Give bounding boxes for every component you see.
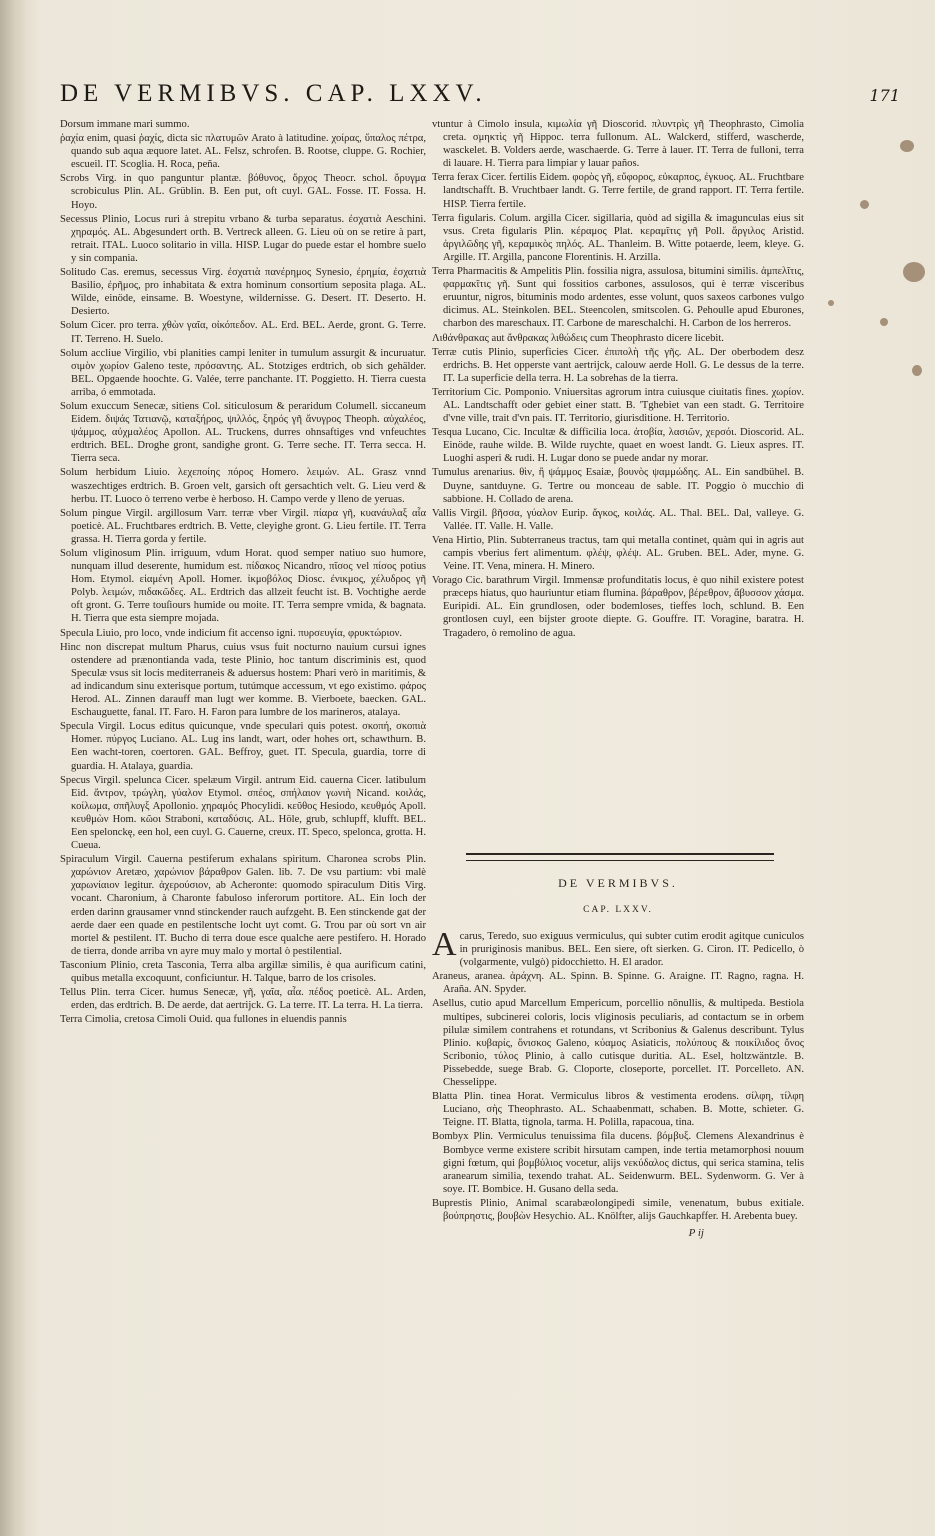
foxing-stain [912,365,922,376]
dictionary-entry: Tasconium Plinio, creta Tasconia, Terra alba argillæ similis, è qua aurificum catini, quibus metalla excoquunt, conficiuntur. H. Talque, barro de los crisoles. [60,959,426,984]
dictionary-entry: Tesqua Lucano, Cic. Incultæ & difficilia loca. ἀτοβία, λασιῶν, χερσόι. Dioscorid. AL. Einöde, rauhe wilde. B. Wilde ruychte, quaet en woest landt. G. Lieux aspres. IT. Luoghi asperi & rudi. H. Lugar dono se puede andar ny morar. [432,427,804,465]
drop-cap: A [432,926,457,963]
dictionary-entry: Specus Virgil. spelunca Cicer. spelæum Virgil. antrum Eid. cauerna Cicer. latibulum Eid. ἄντρον, τρώγλη, γύαλον Etymol. σπέος, σπήλαιον γωνιὴ Nicand. κοιλάς, κοίλωμα, σπῆλυγξ Apollonio. χηραμός Phocylidi. κεῦθος Hesiodo, κευθμός Apoll. κευθμὼν Hom. κῶοι Straboni, καταδύσις. AL. Höle, grub, schlupff, klufft. BEL. Een spelonckę, een hol, een cuyl. G. Cauerne, creux. IT. Speco, spelonca, grotta. H. Cueua. [60,774,426,852]
signature-mark: P ij [688,1227,704,1240]
dictionary-entry: Λιθάνθρακας aut ἄνθρακας λιθώδεις cum Theophrasto dicere licebit. [432,332,724,344]
dictionary-entry: Secessus Plinio, Locus ruri à strepitu vrbano & turba separatus. ἐσχατιὰ Aeschini. χηραμός. AL. Abgesundert orth. B. Vertreck alleen. G. Lieu où on se retire à part, retrait. ITAL. Luoco solitario in villa. HISP. Lugar do puede estar el hombre suelo y sin compania. [60,213,426,264]
dictionary-entry: Specula Liuio, pro loco, vnde indicium fit accenso igni. πυρσευγία, φρυκτώριον. [60,627,403,639]
dictionary-entry: Solum vliginosum Plin. irriguum, vdum Horat. quod semper natiuo suo humore, nunquam illud deserente, humidum est. πίδακος Nicandro, πῖσος vel πίσος potius Hom. Etymol. εἱαμένη Apoll. Homer. ἰκμοβόλος Diosc. ἐνικμος, χέλυδρος γῆ Polyb. λειμών, πιδακῶδες. AL. Erdtrich das allzeit feucht ist. B. Vochtighe aerde oft gront. G. Terre touſiours humide ou moite. IT. Terra sempre vmida, & bagnata. H. Tierra que esta siempre mojada. [60,548,426,625]
binding-gutter [0,0,26,1536]
running-title: DE VERMIBVS. CAP. LXXV. [60,80,487,107]
dictionary-entry: Vorago Cic. barathrum Virgil. Immensæ profunditatis locus, è quo nihil existere potest præceps hiatus, quo hauriuntur etiam flumina. βάραθρον, βέρεθρον, ἄβυσσον χάσμα. Euripidi. AL. Ein grundlosen, oder bodemloses, tieffes loch, schlund. B. Een grontlosen cuyl, een bijster groote diepte. G. Gouffre. IT. Voragine, baratra. H. Tragadero, ò remolino de agua. [432,575,804,639]
entry-text: carus, Teredo, suo exiguus vermiculus, qui subter cutim erodit agitque cuniculos in pruriginosis manibus. BEL. Een siere, oft sierken. G. Ciron. IT. Pedicello, ò (volgarmente, vulgò) pidocchietto. H. El arador. [459,931,804,969]
section-title: DE VERMIBVS. [558,876,678,890]
dictionary-entry: Tellus Plin. terra Cicer. humus Senecæ, γῆ, γαῖα, αἶα. πέδος poeticè. AL. Arden, erden, das erdtrich. B. De aerde, dat aertrijck. G. La terre. IT. La terra. H. La tierra. [60,987,426,1012]
left-column [60,118,426,1027]
dictionary-entry: Hinc non discrepat multum Pharus, cuius vsus fuit nocturno nauium cursui ignes ostendere ad prænontianda vada, teste Plinio, hoc tantum discriminis est, quod Speculæ vsus sit locis mediterraneis & aduersus hostem: Phari verò in maritimis, & ad indicandum sinu exterisque portum, tutúmque accessum, vt ego existimo. φάρος Herod. AL. Zinnen darauff man lugt wer komme. B. Vierboete, baecken. GAL. Eschauguette, fanal. IT. Faro. H. Faron para lumbre de los marineros, atalaya. [60,641,426,719]
dictionary-entry: Terra ferax Cicer. fertilis Eidem. φορὸς γῆ, εὔφορος, εὐκαρπος, ἐγκυος. AL. Fruchtbare landtschafft. B. Vruchtbaer landt. G. Terre fertile, de grand rapport. IT. Terra fertile. HISP. Tierra fertile. [432,172,804,210]
dictionary-entry: Tumulus arenarius. θὶν, ἢ ψάμμος Esaiæ, βουνὸς ψαμμώδης. AL. Ein sandbühel. B. Duyne, santduyne. G. Tertre ou monceau de sable. IT. Poggio ò mucchio di sabbione. H. Collado de arena. [432,467,804,505]
dictionary-entry: Bombyx Plin. Vermiculus tenuissima fila ducens. βόμβυξ. Clemens Alexandrinus è Bombyce verme existere scribit hirsutam campen, inde tertia metamorphosi nouum gigni fœtum, qui βομβύλιος vocetur, alijs νεκύδαλος dictus, qui serica stamina, telis aranearum similia, texendo trahat. AL. Seidenwurm. BEL. Sydenworm. G. Ver à soye. IT. Bombice. H. Gusano della seda. [432,1131,804,1195]
dictionary-entry: Buprestis Plinio, Animal scarabæolongipedi simile, venenatum, bubus exitiale. βούπρηστις, βουβὼν Hesychio. AL. Knölfter, alijs Gauchkapffer. H. Arebenta buey. [432,1197,804,1222]
dictionary-entry: Terræ cutis Plinio, superficies Cicer. ἐπιπολὴ τῆς γῆς. AL. Der oberbodem desz erdrichs. B. Het opperste vant aertrijck, calouw aerde Holl. G. Le dessus de la terre. IT. La superficie della terra. H. La sobrehas de la tierra. [432,346,804,384]
dictionary-entry: Terra Pharmacitis & Ampelitis Plin. fossilia nigra, assulosa, bitumini similis. ἀμπελῖτις, φαρμακῖτις γῆ. Sunt qui fossitios carbones, assulosos, qui è terræ visceribus eruuntur, nigros, bituminis modo ardentes, esse volunt, quos saxeos carbones vulgo dicimus. AL. Steinkolen. BEL. Steencolen, smitscolen. G. Pehoulle apud Eburones, charbon des mareschaux. IT. Carbone de mareschalchi. H. Carbon de los herreros. [432,266,804,330]
dictionary-entry: Dorsum immane mari summo. [60,119,190,130]
dictionary-entry: Asellus, cutio apud Marcellum Empericum, porcellio nōnullis, & multipeda. Bestiola multipes, subcinerei coloris, locis vliginosis peculiaris, ad contactum se in orbem pilulæ similem contrahens et rotundans, vt Scribonius & Galenus describunt. Tylus Plinio. κυβαρίς, ὄνισκος Galeno, κύαμος Asiaticis, πολύπους & ποικίλιδος ὄνος Scribonio, τύλος Plinio, à callo cutisque duritia. AL. Esel, holtzwäntzle. B. Pissebedde, suege Brab. G. Cloporte, closeporte, porcellet. IT. Porcelleto. AN. Chesselippe. [432,998,804,1089]
dictionary-entry: Solum accliue Virgilio, vbi planities campi leniter in tumulum assurgit & incuruatur. σιμὸν χωρίον Galeno teste, πρόσαντης. AL. Stotziges erdtrich, ob sich gehälder. BEL. Opgaende hoochte. G. Valée, terre panchante. IT. Poggietto. H. Tierra cuesta arriba, ó emmotada. [60,347,426,398]
dictionary-entry: vtuntur à Cimolo insula, κιμωλία γῆ Dioscorid. πλυντρὶς γῆ Theophrasto, Cimolia creta. σμηκτὶς γῆ Hippoc. terra fullonum. AL. Walckerd, stifferd, wascherde, wasckelet. B. Volders aerde, waschaerde. G. Terre à lauer. IT. Terra de fulloni, terra di lauare. H. Tierra para limpiar y lauar paños. [432,119,804,170]
dictionary-entry: Territorium Cic. Pomponio. Vniuersitas agrorum intra cuiusque ciuitatis fines. χωρίον. AL. Landtschafft oder gebiet einer statt. B. 'Tghebiet van een stadt. G. Territoire d'vne ville, trait d'vn pais. IT. Territorio, giurisditione. H. Territorio. [432,386,804,425]
dictionary-entry: ῥαχία enim, quasi ῥαχίς, dicta sic πλατυμῶν Arato à latitudine. χοίρας, ὕπαλος πέτρα, quando sub aqua æquore latet. AL. Felsz, schrofen. B. Rootse, cluppe. G. Rochier, escueil. IT. Scoglia. H. Roca, peña. [60,133,426,171]
running-header [60,80,900,120]
dictionary-entry: Solum pingue Virgil. argillosum Varr. terræ vber Virgil. πίαρα γῆ, κυανάυλαξ αἷα poeticè. AL. Fruchtbares erdtrich. B. Vette, cleyighe gront. G. Lieu fertile. IT. Terra grassa. H. Tierra gorda y fertile. [60,507,426,545]
dictionary-entry: Vallis Virgil. βῆσσα, γύαλον Eurip. ἄγκος, κοιλάς. AL. Thal. BEL. Dal, valleye. G. Vallée. IT. Valle. H. Valle. [432,507,804,532]
dictionary-entry: Solum exuccum Senecæ, sitiens Col. siticulosum & peraridum Columell. siccaneum Eidem. διψάς Τατιανῷ, καταξήρος, ψιλλός, ξηρός γῆ ἄνυγρος Theoph. αὐχαλέος, ψάμμος, αὐχμαλέος Apollon. AL. Truckens, durres ohnsaftiges vnd vnfeuchtes erdtrich. BEL. Droghe gront, sandighe gront. G. Terre seche. IT. Terra secca. H. Tierra seca. [60,400,426,465]
dictionary-entry: Terra Cimolia, cretosa Cimoli Ouid. qua fullones in eluendis pannis [60,1014,347,1026]
right-column [432,118,804,641]
section-divider [466,853,774,861]
foxing-stain [900,140,914,152]
foxing-stain [828,300,834,306]
chapter-heading: CAP. LXXV. [583,905,653,915]
dictionary-entry: Scrobs Virg. in quo panguntur plantæ. βόθυνος, ὄρχος Theocr. schol. ὄρυγμα scrobiculus Plin. AL. Grüblin. B. Een put, oft cuyl. GAL. Fosse. IT. Fossa. H. Hoyo. [60,173,426,211]
dictionary-entry: Spiraculum Virgil. Cauerna pestiferum exhalans spiritum. Charonea scrobs Plin. χαρώνιον Aretæo, χαρώνιον βάραθρον Galen. lib. 7. De vsu partium: vbi malè χαρωνίαιον legitur. ἀχερούσιον, ab Acheronte: quomodo spiraculum Ditis Virg. vocant. Charonium, à Charonte fabuloso inferorum portitore. AL. Ein loch der erden darinn grausamer vnnd stinckender rauch aufzgeht. B. Een stinckende gat der aerde daer een quade en pestilentsche locht uyt comt. G. Trou par où sort vn air mortel & pestilent. IT. Bucho di terra doue esce qualche aere pestifero. H. Horado de tierra, donde arriba vn ayre muy malo y mortal ò pestilential. [60,854,426,957]
dictionary-entry: Vena Hirtio, Plin. Subterraneus tractus, tam qui metalla continet, quàm qui in agris aut campis vberius fert alimentum. φλέψ, φλέψ. AL. Gruben. BEL. Ader, myne. G. Veine. IT. Vena, minera. H. Minero. [432,534,804,573]
dictionary-entry: Solum herbidum Liuio. λεχεποίης πόρος Homero. λειμών. AL. Grasz vnnd waszechtiges erdtrich. B. Groen velt, garsich oft gersachtich velt. G. Lieu verd & herbu. IT. Luoco ò terreno verbe è herboso. H. Campo verde y lleno de yeruas. [60,467,426,505]
dictionary-entry: Solum Cicer. pro terra. χθὼν γαῖα, οἰκόπεδον. AL. Erd. BEL. Aerde, gront. G. Terre. IT. Terreno. H. Suelo. [60,320,426,345]
dictionary-entry: Blatta Plin. tinea Horat. Vermiculus libros & vestimenta erodens. σίλφη, τίλφη Luciano, σὴς Theophrasto. AL. Schaabenmatt, schaben. B. Motte, schieter. G. Teigne. IT. Blatta, tignola, tarma. H. Polilla, rapacoua, tina. [432,1091,804,1129]
foxing-stain [880,318,888,326]
dictionary-entry: Araneus, aranea. ἀράχνη. AL. Spinn. B. Spinne. G. Araigne. IT. Ragno, ragna. H. Araña. AN. Spyder. [432,971,804,996]
dictionary-entry: Solitudo Cas. eremus, secessus Virg. ἐσχατιὰ πανέρημος Synesio, ἐρημία, ἐσχατιὰ Basilio, ἐρῆμος, pro inhabitata & extra hominum consortium seposita plaga. AL. Wilde, einöde, einsame. B. Woestyne, wildernisse. G. Desert. IT. Deserto. H. Desierto. [60,267,426,318]
dictionary-entry: Terra figularis. Colum. argilla Cicer. sigillaria, quòd ad sigilla & imagunculas eius sit vsus. Creta figularis Plin. κέραμος Plat. κεραμῖτις γῆ Poll. ἄργιλος Aristid. ἀργιλῶδης γῆ, κεραμικὸς πηλός. AL. Thanleim. B. Witte potaerde, leem, kleye. G. Argille. IT. Argilla, pancone Florentinis. H. Arzilla. [432,212,804,263]
foxing-stain [860,200,869,209]
dictionary-entry: Specula Virgil. Locus editus quicunque, vnde speculari quis potest. σκοπή, σκοπιὰ Homer. πύργος Luciano. AL. Lug ins landt, wart, oder hohes ort, schawthurn. B. Een wacht-toren, coertoren. GAL. Beffroy, guet. IT. Specula, guardia, torre di guardia. H. Atalaya, guardia. [60,721,426,772]
dictionary-entry [432,926,804,969]
page-number: 171 [869,86,900,105]
section-body [432,926,804,1240]
foxing-stain [903,262,925,282]
